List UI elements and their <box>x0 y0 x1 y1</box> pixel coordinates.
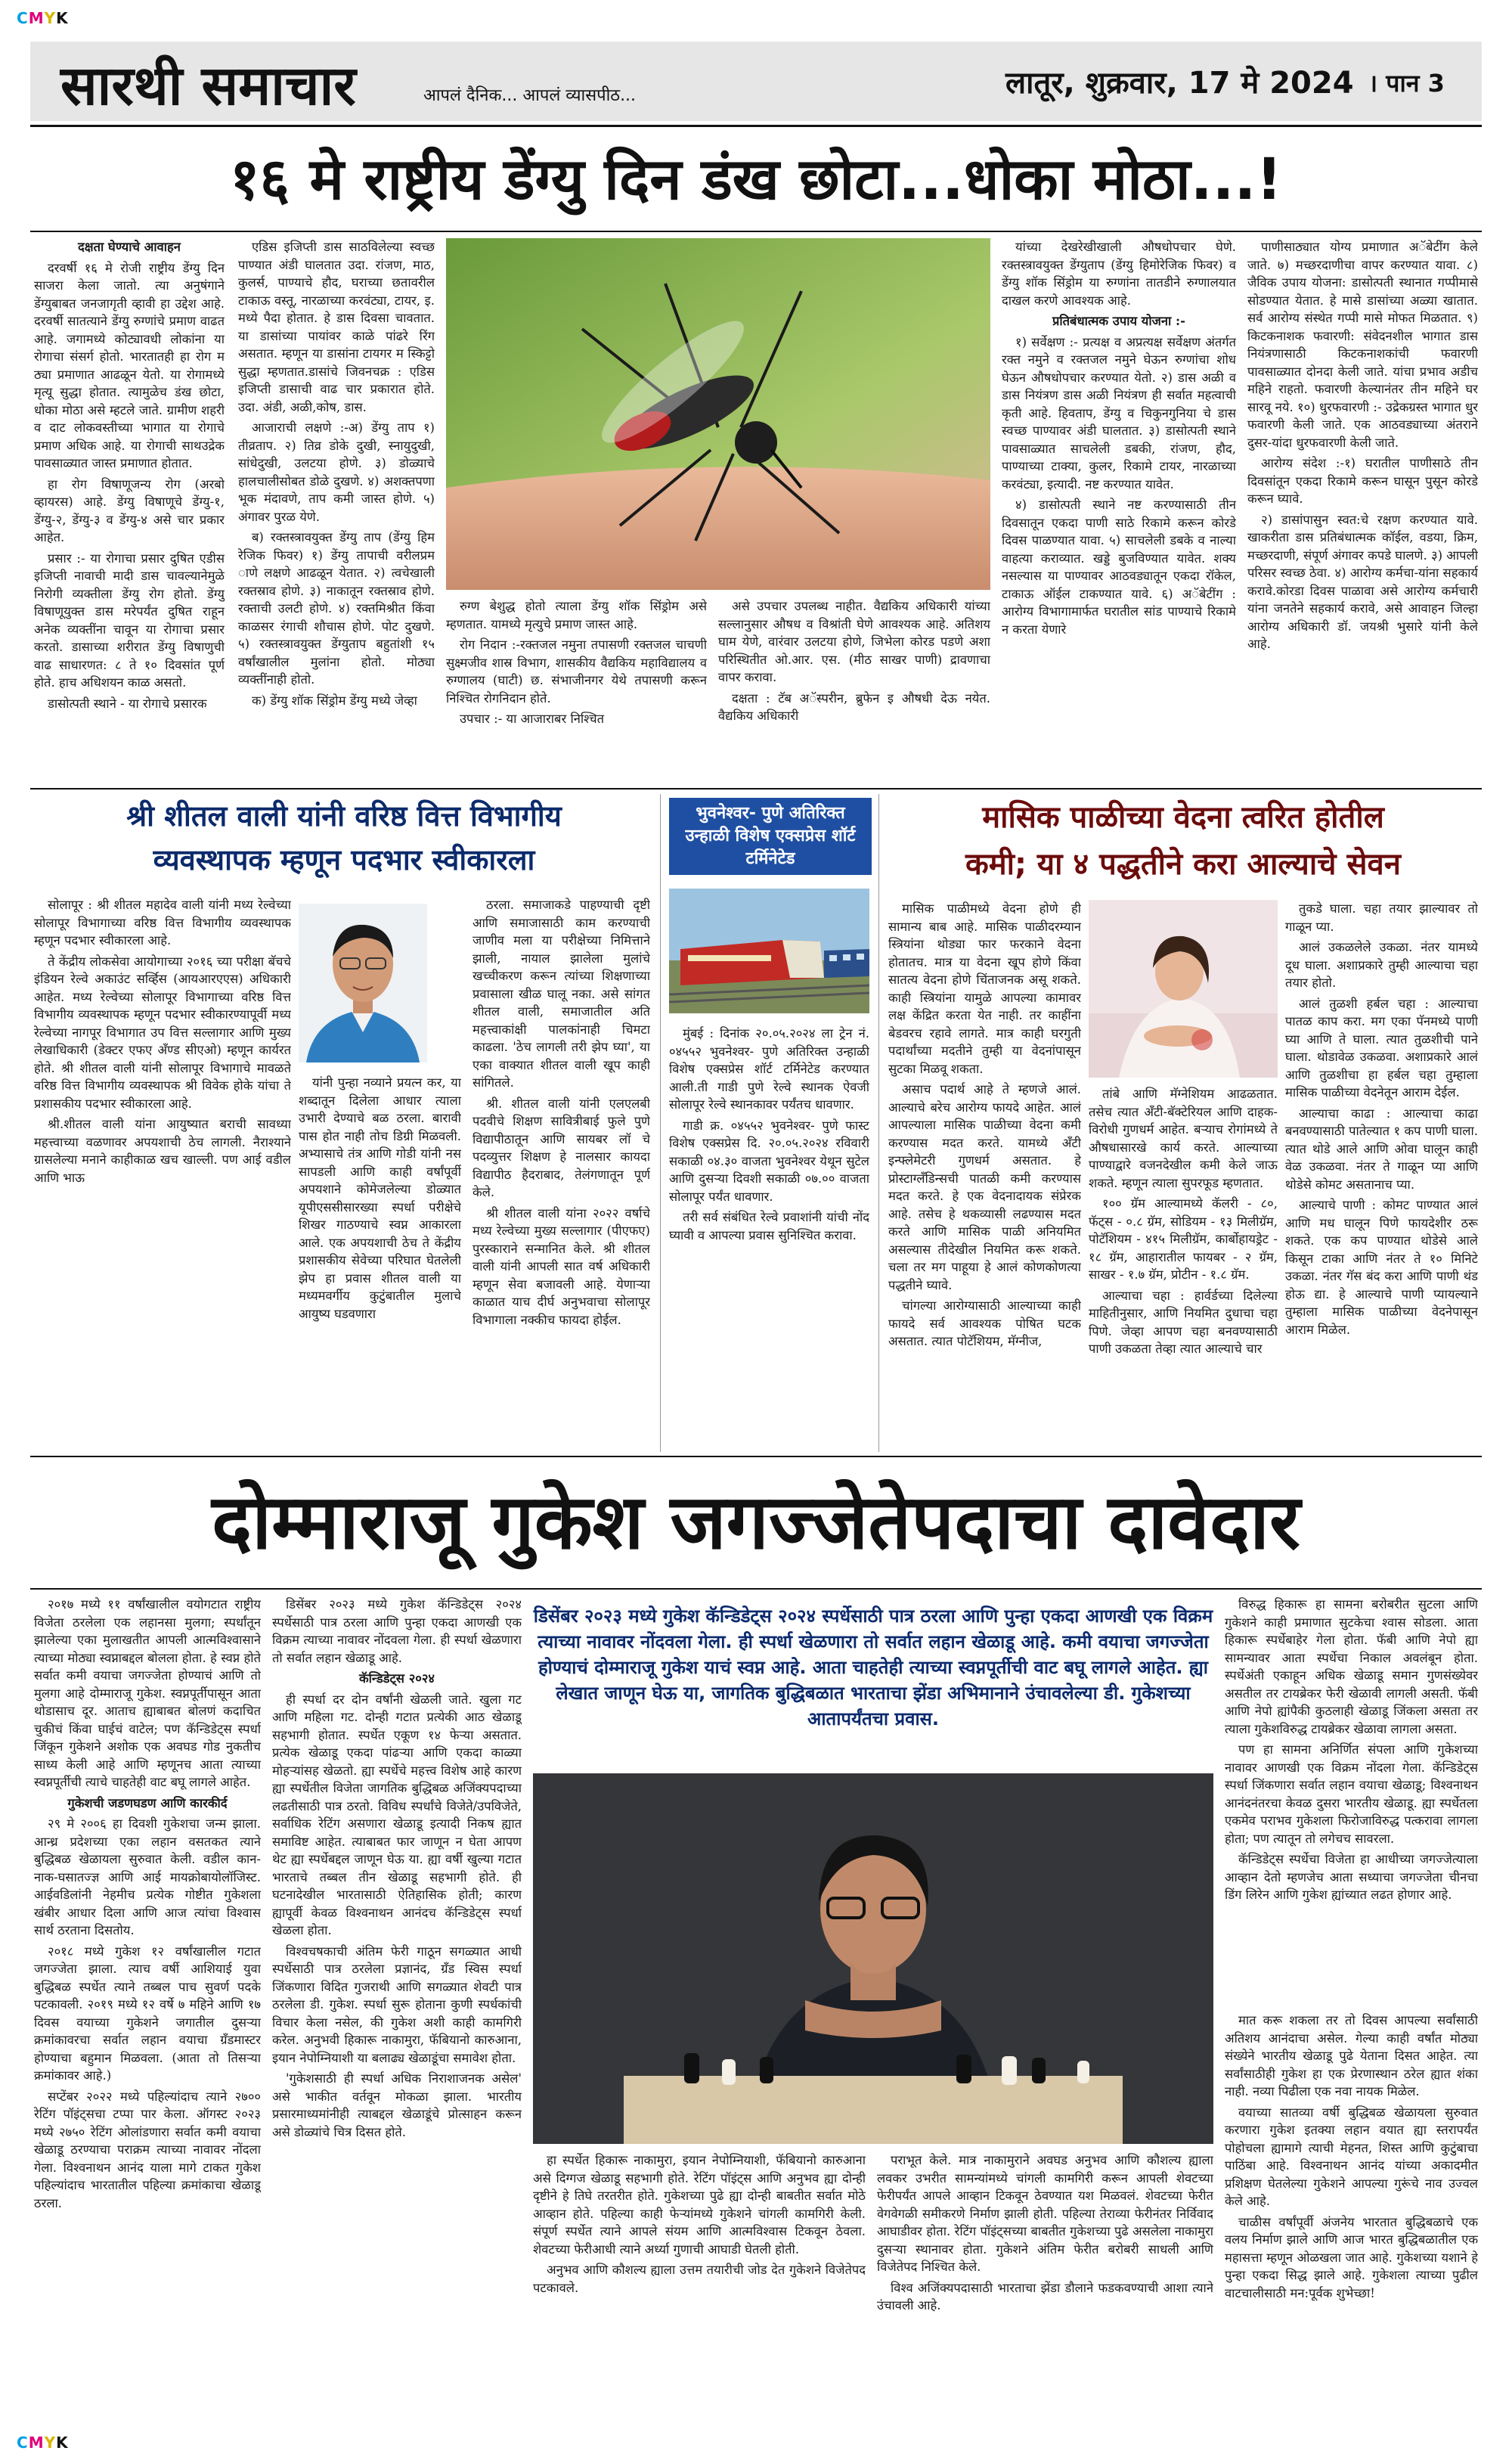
divider <box>30 125 1482 127</box>
valli-column-2: यांनी पुन्हा नव्याने प्रयत्न कर, या शब्दातून दिलेला आधार त्याला उभारी देण्याचे बळ ठरला. बारावी पास होत नाही तोच डिग्री मिळवली. अभ्यासाचे तंत्र आणि गोडी यांनी नस सापडली आणि काही वर्षांपूर्वी अपयशाने कोमेजलेल्या डोळ्यात यूपीएससीसारख्या स्पर्धा परीक्षेचे शिखर गाठण्याचे स्वप्न आकारला आले. एक अपयशाची ठेच ते केंद्रीय प्रशासकीय सेवेच्या परिघात घेतलेली झेप हा प्रवास शीतल वाली या मध्यमवर्गीय कुटुंबातील मुलाचे आयुष्य घडवणारा <box>299 1075 461 1321</box>
mosquito-photo <box>446 238 990 590</box>
dengue-column-3: रुग्ण बेशुद्ध होतो त्याला डेंग्यु शॉक सिंड्रोम असे म्हणतात. यामध्ये मृत्युचे प्रमाण जास्त आहे. रोग निदान :-रक्तजल नमुना तपासणी रक्तजल चाचणी सुक्ष्मजीव शास्र विभाग, शासकीय वैद्यकिय महाविद्यालय व रुग्णालय (घाटी) छ. संभाजीनगर येथे तपासणी करून निश्चित रोगनिदान होते. उपचार :- या आजाराबर निश्चित <box>446 599 707 726</box>
divider <box>30 1456 1482 1457</box>
gukesh-column-2: डिसेंबर २०२३ मध्ये गुकेश कॅन्डिडेट्स २०२४ स्पर्धेसाठी पात्र ठरला आणि पुन्हा एकदा आणखी एक विक्रम त्याच्या नावावर नोंदवला गेला. ही स्पर्धा खेळणारा तो सर्वात लहान खेळाडू आहे. कॅन्डिडेट्स २०२४ ही स्पर्धा दर दोन वर्षांनी खेळली जाते. खुला गट आणि महिला गट. दोन्ही गटात प्रत्येकी आठ खेळाडू सहभागी होतात. स्पर्धेत एकूण १४ फेऱ्या असतात. प्रत्येक खेळाडू एकदा पांढऱ्या आणि एकदा काळ्या मोहऱ्यांसह खेळतो. ह्या स्पर्धेचे महत्त्व विशेष आहे कारण ह्या स्पर्धेतील विजेता जागतिक बुद्धिबळ अजिंक्यपदाच्या लढतीसाठी पात्र ठरतो. विविध स्पर्धांचे विजेते/उपविजेते, सर्वाधिक रेटिंग असणारा खेळाडू इत्यादी निकष ह्यात समाविष्ट आहेत. त्याबाबत फार जाणून न घेता आपण थेट ह्या स्पर्धेबद्दल जाणून घेऊ या. ह्या वर्षी खुल्या गटात भारताचे तब्बल तीन खेळाडू सहभागी होते. ही घटनादेखील भारतासाठी ऐतिहासिक होती; कारण ह्यापूर्वी केवळ विश्वनाथन आनंदच कॅन्डिडेट्स स्पर्धा खेळला होता. विश्वचषकाची अंतिम फेरी गाठून सगळ्यात आधी स्पर्धेसाठी पात्र ठरलेला प्रज्ञानंद, ग्रँड स्विस स्पर्धा जिंकणारा विदित गुजराथी आणि सगळ्यात शेवटी पात्र ठरलेला डी. गुकेश. स्पर्धा सुरू होताना कुणी स्पर्धकांची विचार केला नसेल, की गुकेश अशी काही कामगिरी करेल. अनुभवी हिकारू नाकामुरा, फॅबियानो कारुआना, इयान नेपोम्नियाशी या बलाढ्य खेळाडूंचा समावेश होता. 'गुकेशसाठी ही स्पर्धा अधिक निराशाजनक असेल' असे भाकीत वर्तवून मोकळा झाला. भारतीय प्रसारमाध्यमांनीही त्याबद्दल खेळाडूंचे प्रोत्साहन करून असे डोळ्यांचे चित्र दिसत होते. <box>272 1597 522 2139</box>
dengue-column-6: पाणीसाठ्यात योग्य प्रमाणात अॅबेटींग केले जाते. ७) मच्छरदाणीचा वापर करण्यात यावा. ८) जैविक उपाय योजना: डासोत्पती स्थानात गप्पीमासे सोडण्यात येतात. हे मासे डासांच्या अळ्या खातात. सर्व आरोग्य संस्थेत गप्पी मासे मोफत मिळतात. ९) किटकनाशक फवारणी: संवेदनशील भागात डास नियंत्रणासाठी किटकनाशकांची फवारणी पावसाळ्यात दोनदा केली जाते. यांचा प्रभाव अडीच महिने राहतो. फवारणी केल्यानंतर तीन महिने घर सारवू नये. १०) धुरफवारणी :- उद्रेकग्रस्त भागात धुर फवारणी केली जाते. एक आठवड्याच्या अंतराने दुसर-यांदा धुरफवारणी केली जाते. आरोग्य संदेश :-१) घरातील पाणीसाठे तीन दिवसांतून एकदा रिकामे करून घासून पुसून कोरडे करून घ्यावे. २) डासांपासुन स्वत:चे रक्षण करण्यात यावे. खाकरीता डास प्रतिबंधात्मक कॉईल, वडया, क्रिम, मच्छरदाणी, संपूर्ण अंगावर कपडे घालणे. ३) आपली परिसर स्वच्छ ठेवा. ४) आरोग्य कर्मचा-यांना सहकार्य करावे.कोरडा दिवस पाळावा असे आरोग्य कर्मचारी यांना जनतेने सहकार्य करावे, असे आवाहन जिल्हा आरोग्य अधिकारी डॉ. जयश्री भुसारे यांनी केले आहे. <box>1247 240 1478 651</box>
gukesh-headline: दोम्माराजू गुकेश जगज्जेतेपदाचा दावेदार <box>212 1478 1300 1566</box>
dengue-column-4: असे उपचार उपलब्ध नाहीत. वैद्यकिय अधिकारी यांच्या सल्लानुसार औषध व विश्रांती घेणे आवश्यक आहे. अतिशय घाम येणे, वारंवार उलटया होणे, जिभेला कोरड पडणे अशा परिस्थितीत ओ.आर. एस. (मीठ साखर पाणी) द्रावणाचा वापर करावा. दक्षता : टॅब अॅस्परीन, ब्रुफेन इ औषधी देऊ नयेत. वैद्यकिय अधिकारी <box>718 599 990 723</box>
gukesh-column-4: पराभूत केले. मात्र नाकामुराने अवघड अनुभव आणि कौशल्य ह्याला लवकर उभरीत सामन्यांमध्ये चांगली कामगिरी करून आपली शेवटच्या फेरीपर्यंत आपले आव्हान टिकवून ठेवण्यात यश मिळवलं. शेवटच्या फेरीत वेगवेगळी समीकरणे निर्माण झाली होती. पहिल्या तेराव्या फेरीनंतर निर्विवाद आघाडीवर होता. रेटिंग पॉइंट्सच्या बाबतीत गुकेशच्या पुढे असलेला नाकामुरा दुसऱ्या स्थानावर होता. गुकेशने अंतिम फेरीत बरोबरी साधली आणि विजेतेपद निश्चित केले. विश्व अजिंक्यपदासाठी भारताचा झेंडा डौलाने फडकवण्याची आशा त्याने उंचावली आहे. <box>877 2153 1213 2313</box>
dengue-column-1: दक्षता घेण्याचे आवाहन दरवर्षी १६ मे रोजी राष्ट्रीय डेंग्यु दिन साजरा केला जातो. त्या अनुषंगाने डेंग्युबाबत जनजागृती व्हावी हा उद्देश आहे. दरवर्षी सातत्याने डेंग्यु रुग्णांचे प्रमाण वाढत आहे. जगामध्ये कोट्यावधी लोकांना या रोगाचा संसर्ग होतो. भारतातही हा रोग म ठ्या प्रमाणात आढळून येतो. या रोगामध्ये मृत्यू सुद्धा होतात. त्यामुळेच डंख छोटा, धोका मोठा असे म्हटले जाते. ग्रामीण शहरी व दाट लोकवस्तीच्या भागात या रोगाचे प्रमाण अधिक आहे. या रोगाची साथउद्रेक पावसाळ्यात जास्त प्रमाणात होतात. हा रोग विषाणूजन्य रोग (अरबो व्हायरस) आहे. डेंग्यु विषाणूचे डेंग्यु-१, डेंग्यु-२, डेंग्यु-३ व डेंग्यु-४ असे चार प्रकार आहेत. प्रसार :- या रोगाचा प्रसार दुषित एडीस इजिप्ती नावाची मादी डास चावल्यानेमुळे निरोगी व्यक्तीला डेंग्यु रोग होतो. डेंग्यु विषाणूयुक्त डास मरेपर्यंत दुषित राहून अनेक व्यक्तींना चावून या रोगाचा प्रसार करतो. डासाच्या शरीरात डेंग्यु विषाणुची वाढ साधारणत: ८ ते १० दिवसांत पूर्ण होते. हाच अधिशयन काळ असतो. डासोत्पती स्थाने - या रोगाचे प्रसारक <box>34 240 225 711</box>
divider <box>30 1588 1482 1590</box>
print-registration-mark-top: CMYK <box>17 9 69 27</box>
gukesh-column-3: हा स्पर्धेत हिकारू नाकामुरा, इयान नेपोम्नियाशी, फॅबियानो कारुआना असे दिग्गज खेळाडू सहभागी होते. रेटिंग पॉइंट्स आणि अनुभव ह्या दोन्ही दृष्टीने हे तिघे तरतरीत होते. गुकेशच्या पुढे ह्या दोन्ही बाबतीत सर्वात मोठे आव्हान होते. पहिल्या काही फेऱ्यांमध्ये गुकेशने चांगली कामगिरी केली. संपूर्ण स्पर्धेत त्याने आपले संयम आणि आत्मविश्वास टिकवून ठेवला. शेवटच्या फेरीआधी त्याने अर्ध्या गुणाची आघाडी घेतली होती. अनुभव आणि कौशल्य ह्याला उत्तम तयारीची जोड देत गुकेशने विजेतेपद पटकावले. <box>533 2153 866 2295</box>
gukesh-chess-photo <box>533 1773 1213 2144</box>
train-body: मुंबई : दिनांक २०.०५.२०२४ ला ट्रेन नं. ०४५५२ भुवनेश्वर- पुणे अतिरिक्त उन्हाळी विशेष एक्सप्रेस शॉर्ट टर्मिनेटेड करण्यात आली.ती गाडी पुणे रेल्वे स्थानक ऐवजी सोलापूर रेल्वे स्थानकावर पर्यंतच धावणार. गाडी क्र. ०४५५२ भुवनेश्वर- पुणे फास्ट विशेष एक्सप्रेस दि. २०.०५.२०२४ रविवारी सकाळी ०४.३० वाजता भुवनेश्वर येथून सुटेल आणि दुसऱ्या दिवशी सकाळी ०७.०० वाजता सोलापूर पर्यंत धावणार. तरी सर्व संबंधित रेल्वे प्रवाशांनी यांची नोंद घ्यावी व आपल्या प्रवास सुनिश्चित करावा. <box>669 1026 869 1242</box>
valli-column-1: सोलापूर : श्री शीतल महादेव वाली यांनी मध्य रेल्वेच्या सोलापूर विभागाच्या वरिष्ठ वित्त विभागीय व्यवस्थापक म्हणून पदभार स्वीकारला आहे. ते केंद्रीय लोकसेवा आयोगाच्या २०१६ च्या परीक्षा बॅचचे इंडियन रेल्वे अकाउंट सर्व्हिस (आयआरएएस) अधिकारी आहेत. मध्य रेल्वेच्या सोलापूर विभागाच्या वरिष्ठ वित्त विभागीय व्यवस्थापक म्हणून पदभार स्वीकारण्यापूर्वी मध्य रेल्वेच्या नागपूर विभागात उप वित्त सल्लागार आणि मुख्य लेखाधिकारी (डेक्टर एफए अँण्ड सीएओ) म्हणून कार्यरत होते. श्री शीतल वाली यांनी सोलापूर विभागाचे मावळते वरिष्ठ वित्त विभागीय व्यवस्थापक श्री विवेक होके यांचा ते प्रशासकीय पदभार स्वीकारला आहे. श्री.शीतल वाली यांना आयुष्यात बराची सावध्या महत्त्वाच्या वळणावर अपयशाची ठेच लागली. नैराश्याने ग्रासलेल्या मनाने काहीकाळ खच खाल्ली. पण आई वडील आणि भाऊ <box>34 898 291 1185</box>
dengue-column-2: एडिस इजिप्ती डास साठविलेल्या स्वच्छ पाण्यात अंडी घालतात उदा. रांजण, माठ, कुलर्स, पाण्याचे हौद, घराच्या छतावरील टाकाऊ वस्तू, नारळाच्या करवंट्या, टायर, इ. मध्ये पैदा होतात. हे डास दिवसा चावतात. या डासांच्या पायांवर काळे पांढरे रिंग असतात. म्हणून या डासांना टायगर म स्किट्टो सुद्धा म्हणतात.डासांचे जिवनचक्र : एडिस इजिप्ती डासाची वाढ चार प्रकारात होते. उदा. अंडी, अळी,कोष, डास. आजाराची लक्षणे :-अ) डेंग्यु ताप १) तीव्रताप. २) तिव्र डोके दुखी, स्नायुदुखी, सांधेदुखी, उलटया होणे. ३) डोळ्याचे हालचालीसोबत डोळे दुखणे. ४) अशक्तपणा भूक मंदावणे, ताप कमी जास्त होणे. ५) अंगावर पुरळ येणे. ब) रक्तस्त्रावयुक्त डेंग्यु ताप (डेंग्यु हिम रेजिक फिवर) १) डेंग्यु तापाची वरीलप्रम ाणे लक्षणे आढळून येतात. २) त्वचेखाली रक्तस्राव होणे. ३) नाकातून रक्तस्राव होणे. रक्ताची उलटी होणे. ४) रक्तमिश्रीत किंवा काळसर रंगाची शौचास होणे. पोट दुखणे. ५) रक्तस्त्रावयुक्त डेंग्युताप बहुतांशी १५ वर्षांखालील मुलांना होतो. मोठ्या व्यक्तींनाही होतो. क) डेंग्यु शॉक सिंड्रोम डेंग्यु मध्ये जेव्हा <box>238 240 435 708</box>
dengue-column-5: यांच्या देखरेखीखाली औषधोपचार घेणे. रक्तस्त्रावयुक्त डेंग्युताप (डेंग्यु हिमोरेजिक फिवर) व डेंग्यु शॉक सिंड्रोम या रुग्णांना तातडीने रुग्णालयात दाखल करणे आवश्यक आहे. प्रतिबंधात्मक उपाय योजना :- १) सर्वेक्षण :- प्रत्यक्ष व अप्रत्यक्ष सर्वेक्षण अंतर्गत रक्त नमुने व रक्तजल नमुने घेऊन रुग्णांचा शोध घेऊन औषधोपचार करण्यात येतो. २) डास अळी व डास नियंत्रण डास अळी नियंत्रण ही सर्वात महत्वाची कृती आहे. हिवताप, डेंग्यु व चिकुनगुनिया चे डास स्वच्छ पाण्यावर अंडी घालतात. ३) डासोत्पती स्थाने पावसाळ्यात साचलेली डबकी, रांजण, हौद, पाण्याच्या टाक्या, कुलर, रिकामे टायर, नारळाच्या करवंट्या, इत्यादी. नष्ट करण्यात यावेत. ४) डासोत्पती स्थाने नष्ट करण्यासाठी तीन दिवसातून एकदा पाणी साठे रिकामे करून कोरडे दिवस पाळण्यात यावा. ५) साचलेली डबके व नाल्या वाहत्या कराव्यात. खड्डे बुजविण्यात यावेत. शक्य नसल्यास या पाण्यावर आठवड्यातून एकदा रॉकेल, टाकाऊ ऑईल टाकण्यात यावे. ६) अॅबेटींग : आरोग्य विभागामार्फत घरातील सांड पाण्याचे रिकामे न करता येणारे <box>1002 240 1236 637</box>
gukesh-column-1: २०१७ मध्ये ११ वर्षांखालील वयोगटात राष्ट्रीय विजेता ठरलेला एक लहानसा मुलगा; स्पर्धांतून झालेल्या एका मुलाखतीत आपली आत्मविश्वासाने त्याच्या मोठ्या स्वप्नाबद्दल बोलला होता. हे स्वप्न होते सर्वात कमी वयाचा जगज्जेता होण्याचं आणि तो मुलगा आहे दोम्माराजू गुकेश. स्वप्नपूर्तीपासून आता थोडासाच दूर. आताच ह्याबाबत बोलणं कदाचित चुकीचं किंवा घाईचं वाटेल; पण कॅन्डिडेट्स स्पर्धा जिंकून गुकेशने अशोक एक अवघड गोड नुकतीच साध्य केली आहे आणि म्हणूनच आता त्याच्या स्वप्नपूर्तीची त्याचे चाहतेही वाट बघू लागले आहेत. गुकेशची जडणघडण आणि कारकीर्द २९ मे २००६ हा दिवशी गुकेशचा जन्म झाला. आन्ध्र प्रदेशच्या एका लहान वसतकत त्याने बुद्धिबळ खेळायला सुरुवात केली. वडील कान-नाक-घसातज्ज्ञ आणि आई मायक्रोबायोलॉजिस्ट. आईवडिलांनी नेहमीच प्रत्येक गोष्टीत गुकेशला खंबीर आधार दिला आणि आज त्यांचा विश्वास सार्थ ठरताना दिसतोय. २०१८ मध्ये गुकेश १२ वर्षांखालील गटात जगज्जेता झाला. त्याच वर्षी आशियाई युवा बुद्धिबळ स्पर्धेत त्याने तब्बल पाच सुवर्ण पदके पटकावली. २०१९ मध्ये १२ वर्षे ७ महिने आणि १७ दिवस वयाच्या गुकेशने जगातील दुसऱ्या क्रमांकावरचा सर्वात लहान वयाचा ग्रॅंडमास्टर होण्याचा बहुमान मिळवला. (आता तो तिसऱ्या क्रमांकावर आहे.) सप्टेंबर २०२२ मध्ये पहिल्यांदाच त्याने २७०० रेटिंग पॉइंट्सचा टप्पा पार केला. ऑगस्ट २०२३ मध्ये २७५० रेटिंग ओलांडणारा सर्वात कमी वयाचा खेळाडू ठरण्याचा पराक्रम त्याच्या नावावर नोंदला गेला. विश्वनाथन आनंद याला मागे टाकत गुकेश पहिल्यांदाच भारतातील पहिल्या क्रमांकाचा खेळाडू ठरला. <box>34 1597 261 2210</box>
newspaper-tagline: आपलं दैनिक... आपलं व्यासपीठ... <box>423 86 637 105</box>
valli-headline-line-1: श्री शीतल वाली यांनी वरिष्ठ वित्त विभागीय <box>126 799 562 833</box>
issue-date: लातूर, शुक्रवार, 17 मे 2024 <box>1005 66 1354 101</box>
train-photo <box>669 889 869 1013</box>
valli-column-3: ठरला. समाजाकडे पाहण्याची दृष्टी आणि समाजासाठी काम करण्याची जाणीव मला या परीक्षेच्या निमित्ताने झाली, नायाल झालेला मुलांचे खच्चीकरण करून त्यांच्या शिक्षणाच्या प्रवासाला खीळ घालू नका. असे सांगत शीतल वाली, समाजातील अति महत्त्वाकांक्षी पालकांनाही चिमटा काढला. 'ठेच लागली तरी झेप घ्या', या एका वाक्यात शीतल वाली खूप काही सांगितले. श्री. शीतल वाली यांनी एलएलबी पदवीचे शिक्षण सावित्रीबाई फुले पुणे विद्यापीठातून आणि सायबर लॉ चे पदव्युत्तर शिक्षण हे नालसार कायदा विद्यापीठ हैदराबाद, तेलंगणातून पूर्ण केले. श्री शीतल वाली यांना २०२२ वर्षाचे मध्य रेल्वेच्या मुख्य सल्लागार (पीएफए) पुरस्काराने सन्मानित केले. श्री शीतल वाली यांनी आपली सात वर्ष अधिकारी म्हणून सेवा बजावली आहे. येणाऱ्या काळात याच दीर्घ अनुभवाचा सोलापूर विभागाला नक्कीच फायदा होईल. <box>472 898 650 1327</box>
sheetal-valli-portrait <box>299 904 427 1062</box>
ginger-column-2: तांबे आणि मॅग्नेशियम आढळतात. तसेच त्यात अँटी-बॅक्टेरियल आणि दाहक-विरोधी गुणधर्म आहेत. बऱ्याच रोगांमध्ये ते औषधासारखे कार्य करते. आल्याच्या पाण्याद्वारे वजनदेखील कमी केले जाऊ शकते. म्हणून त्याला सुपरफूड म्हणतात. १०० ग्रॅम आल्यामध्ये कॅलरी - ८०, फॅट्स - ०.८ ग्रॅम, सोडियम - १३ मिलीग्रॅम, पोटॅशियम - ४१५ मिलीग्रॅम, कार्बोहायड्रेट - १८ ग्रॅम, आहारातील फायबर - २ ग्रॅम, साखर - १.७ ग्रॅम, प्रोटीन - १.८ ग्रॅम. आल्याचा चहा : हार्वर्डच्या दिलेल्या माहितीनुसार, आणि नियमित दुधाचा चहा पिणे. जेव्हा आपण चहा बनवण्यासाठी पाणी उकळता तेव्हा त्यात आल्याचे चार <box>1089 1087 1278 1356</box>
divider <box>30 231 1482 232</box>
gukesh-pull-quote: डिसेंबर २०२३ मध्ये गुकेश कॅन्डिडेट्स २०२४ स्पर्धेसाठी पात्र ठरला आणि पुन्हा एकदा आणखी एक विक्रम त्याच्या नावावर नोंदवला गेला. ही स्पर्धा खेळणारा तो सर्वात लहान खेळाडू आहे. कमी वयाचा जगज्जेता होण्याचं दोम्माराजू गुकेश याचं स्वप्न आहे. आता चाहतेही त्याच्या स्वप्नपूर्तीची वाट बघू लागले आहेत. ह्या लेखात जाणून घेऊ या, जागतिक बुद्धिबळात भारताचा झेंडा अभिमानाने उंचावलेल्या डी. गुकेशच्या आतापर्यंतचा प्रवास. <box>533 1605 1213 1729</box>
column-divider <box>878 794 879 1452</box>
valli-headline-line-2: व्यवस्थापक म्हणून पदभार स्वीकारला <box>153 843 535 876</box>
ginger-headline-line-1: मासिक पाळीच्या वेदना त्वरित होतील <box>982 800 1384 835</box>
train-headline: भुवनेश्वर- पुणे अतिरिक्त उन्हाळी विशेष एक्सप्रेस शॉर्ट टर्मिनेटेड <box>669 798 872 875</box>
newspaper-title: सारथी समाचार <box>60 54 356 117</box>
dengue-headline: १६ मे राष्ट्रीय डेंग्यु दिन डंख छोटा...धोका मोठा...! <box>229 145 1283 212</box>
page-number: । पान 3 <box>1368 69 1445 98</box>
print-registration-mark-bottom: CMYK <box>17 2434 69 2452</box>
gukesh-column-6: मात करू शकला तर तो दिवस आपल्या सर्वांसाठी अतिशय आनंदाचा असेल. गेल्या काही वर्षांत मोठ्या संख्येने भारतीय खेळाडू पुढे येताना दिसत आहेत. त्या सर्वांसाठीही गुकेश हा एक प्रेरणास्थान ठरेल ह्यात शंका नाही. नव्या पिढीला एक नवा नायक मिळेल. वयाच्या सातव्या वर्षी बुद्धिबळ खेळायला सुरुवात करणारा गुकेश इतक्या लहान वयात ह्या स्तरापर्यंत पोहोचला ह्यामागे त्याची मेहनत, शिस्त आणि कुटुंबाचा पाठिंबा आहे. विश्वनाथन आनंद यांच्या अकादमीत प्रशिक्षण घेतलेल्या गुकेशने आपल्या गुरूंचे नाव उज्वल केले आहे. चाळीस वर्षांपूर्वी अंजनेय भारतात बुद्धिबळाचे एक वलय निर्माण झाले आणि आज भारत बुद्धिबळातील एक महासत्ता म्हणून ओळखला जात आहे. गुकेशच्या यशाने हे पुन्हा एकदा सिद्ध झाले आहे. गुकेशला त्याच्या पुढील वाटचालीसाठी मन:पूर्वक शुभेच्छा! <box>1225 2013 1478 2300</box>
ginger-column-3: तुकडे घाला. चहा तयार झाल्यावर तो गाळून प्या. आलं उकळलेले उकळा. नंतर यामध्ये दूध घाला. अशाप्रकारे तुम्ही आल्याचा चहा तयार होतो. आलं तुळशी हर्बल चहा : आल्याचा पातळ काप करा. मग एका पॅनमध्ये पाणी घ्या आणि ते घाला. त्यात तुळशीची पाने घाला. थोडावेळ उकळवा. अशाप्रकारे आलं आणि तुळशीचा हा हर्बल चहा तुम्हाला मासिक पाळीच्या वेदनेतून आराम देईल. आल्याचा काढा : आल्याचा काढा बनवण्यासाठी पातेल्यात १ कप पाणी घाला. त्यात थोडे आले आणि ओवा घालून काही वेळ उकळवा. नंतर ते गाळून प्या आणि थोडेसे कोमट असतानाच प्या. आल्याचे पाणी : कोमट पाण्यात आलं आणि मध घालून पिणे फायदेशीर ठरू शकते. एक कप पाण्यात थोडेसे आले किसून टाका आणि नंतर ते १० मिनिटे उकळा. नंतर गॅस बंद करा आणि पाणी थंड होऊ द्या. हे आल्याचे पाणी प्यायल्याने तुम्हाला मासिक पाळीच्या वेदनेपासून आराम मिळेल. <box>1285 901 1478 1337</box>
divider <box>30 788 1482 789</box>
ginger-headline-line-2: कमी; या ४ पद्धतीने करा आल्याचे सेवन <box>965 847 1401 882</box>
period-pain-photo <box>1089 900 1278 1078</box>
column-divider <box>660 794 661 1452</box>
gukesh-column-5: विरुद्ध हिकारू हा सामना बरोबरीत सुटला आणि गुकेशने काही प्रमाणात सुटकेचा श्वास सोडला. आता हिकारू स्पर्धेबाहेर गेला होता. फॅबी आणि नेपो ह्या सामन्यावर आता स्पर्धेचा निकाल अवलंबून होता. स्पर्धेअंती एकाहून अधिक खेळाडू समान गुणसंख्येवर असतील तर टायब्रेकर फेरी खेळावी लागली असती. फॅबी आणि नेपो ह्यांपैकी कुठलाही खेळाडू जिंकला असता तर त्याला गुकेशविरुद्ध टायब्रेकर खेळावा लागला असता. पण हा सामना अनिर्णित संपला आणि गुकेशच्या नावावर आणखी एक विक्रम नोंदला गेला. कॅन्डिडेट्स स्पर्धा जिंकणारा सर्वात लहान वयाचा खेळाडू; विश्वनाथन आनंदनंतरचा केवळ दुसरा भारतीय खेळाडू. ह्या स्पर्धेतला एकमेव पराभव गुकेशला फिरोजाविरुद्ध पत्करावा लागला होता; पण त्यातून तो लगेचच सावरला. कॅन्डिडेट्स स्पर्धेचा विजेता हा आधीच्या जगज्जेत्याला आव्हान देतो म्हणजेच आता सध्याचा जगज्जेता चीनचा डिंग लिरेन आणि गुकेश ह्यांच्यात लढत होणार आहे. <box>1225 1597 1478 1902</box>
ginger-column-1: मासिक पाळीमध्ये वेदना होणे ही सामान्य बाब आहे. मासिक पाळीदरम्यान स्त्रियांना थोड्या फार फरकाने वेदना होतातच. मात्र या वेदना खूप होणे किंवा सातत्य वेदना होणे चिंताजनक असू शकते. काही स्त्रियांना यामुळे आपल्या कामावर लक्ष केंद्रित करता येत नाही. तर काहींना बेडवरच रहावे लागते. मात्र काही घरगुती पदार्थांच्या मदतीने तुम्ही या वेदनांपासून सुटका मिळवू शकता. असाच पदार्थ आहे ते म्हणजे आलं. आल्याचे बरेच आरोग्य फायदे आहेत. आलं आपल्याला मासिक पाळीच्या वेदना कमी करण्यास मदत करते. यामध्ये अँटी इन्फ्लेमेटरी गुणधर्म असतात. हे प्रोस्टाग्लँडिन्सची पातळी कमी करण्यास मदत करते. हे एक वेदनादायक संप्रेरक आहे. तसेच हे थकव्यासी लढण्यास मदत करते आणि मासिक पाळी अनियमित असल्यास तीदेखील नियमित करू शकते. चला तर मग पाहूया हे आलं कोणकोणत्या पद्धतीने घ्यावे. चांगल्या आरोग्यासाठी आल्याच्या काही फायदे सर्व आवश्यक पोषित घटक असतात. त्यात पोटॅशियम, मॅग्नीज, <box>888 901 1081 1348</box>
